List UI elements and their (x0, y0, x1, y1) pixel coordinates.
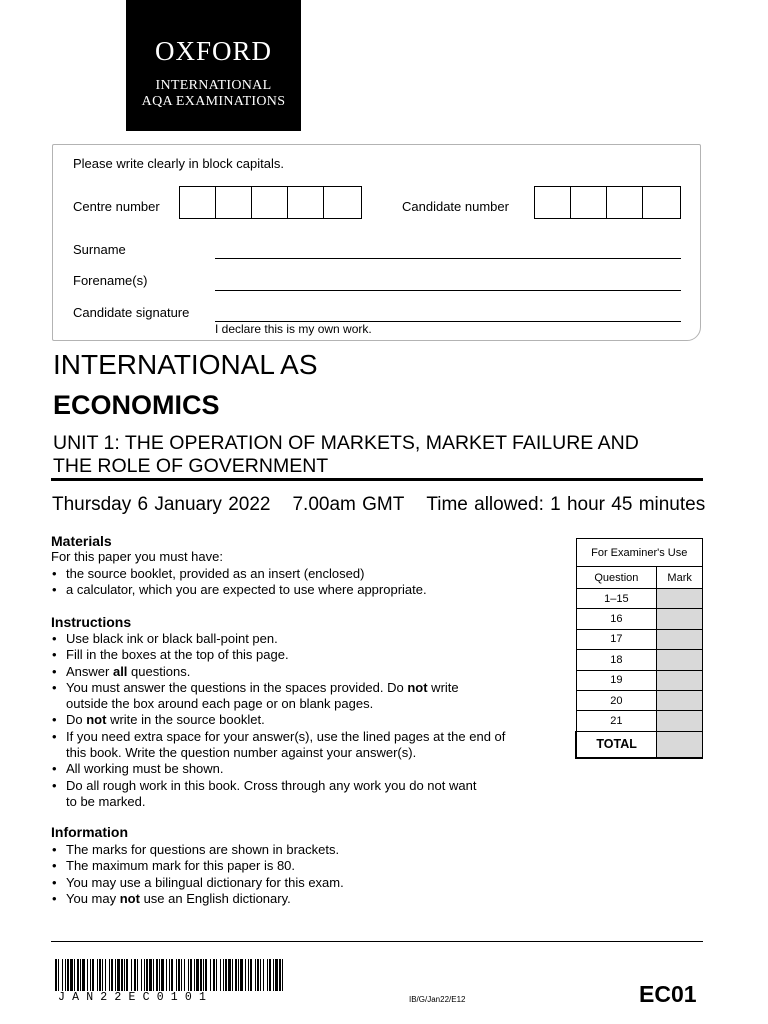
mark-cell (657, 609, 703, 629)
logo-international: INTERNATIONAL (155, 78, 272, 93)
declaration-text: I declare this is my own work. (215, 322, 372, 336)
list-item (52, 712, 562, 728)
text-run: Do (66, 712, 87, 728)
text-run: write in the source booklet. (106, 712, 265, 728)
qualification-level: INTERNATIONAL AS (53, 349, 318, 380)
paper-code: EC01 (639, 981, 697, 1007)
block-capitals-instruction: Please write clearly in block capitals. (73, 156, 284, 171)
text-run: to be marked. (66, 793, 146, 809)
question-number: 1–15 (576, 589, 657, 609)
question-column-header: Question (576, 567, 657, 589)
mark-cell (657, 690, 703, 710)
unit-title-line2: THE ROLE OF GOVERNMENT (53, 455, 329, 477)
unit-title-line1: UNIT 1: THE OPERATION OF MARKETS, MARKET FAILURE AND (53, 432, 639, 454)
centre-number-boxes (179, 186, 362, 219)
barcode-text: JAN22EC0101 (58, 991, 214, 1004)
list-item: • You may use a bilingual dictionary for this exam. (52, 875, 552, 891)
question-number: 17 (576, 629, 657, 649)
paper-reference: IB/G/Jan22/E12 (409, 995, 466, 1004)
information-list (52, 842, 552, 907)
instructions-list (52, 631, 562, 810)
candidate-number-label: Candidate number (402, 199, 509, 214)
list-item (52, 729, 562, 762)
question-number: 20 (576, 690, 657, 710)
footer-divider (51, 941, 703, 942)
list-item: • Fill in the boxes at the top of this page. (52, 647, 562, 663)
oxford-aqa-logo (126, 0, 301, 131)
exam-time: 7.00am GMT (292, 494, 405, 515)
list-item: • Use black ink or black ball-point pen. (52, 631, 562, 647)
question-number: 16 (576, 609, 657, 629)
list-item: • a calculator, which you are expected to use where appropriate. (52, 582, 552, 598)
candidate-number-digit[interactable] (607, 187, 643, 218)
list-item (52, 680, 562, 713)
candidate-number-digit[interactable] (571, 187, 607, 218)
exam-date-line (52, 494, 705, 516)
candidate-number-digit[interactable] (535, 187, 571, 218)
mark-cell (657, 589, 703, 609)
candidate-number-boxes (534, 186, 681, 219)
list-item: • the source booklet, provided as an insert (enclosed) (52, 566, 552, 582)
mark-cell (657, 670, 703, 690)
list-item: • The maximum mark for this paper is 80. (52, 858, 552, 874)
materials-heading: Materials (51, 533, 112, 549)
text-run: You may (66, 890, 120, 906)
list-item (52, 664, 562, 680)
information-heading: Information (51, 824, 128, 840)
question-number: 21 (576, 711, 657, 731)
examiners-use-table (575, 538, 703, 759)
text-run: use an English dictionary. (139, 890, 291, 906)
list-item: • The marks for questions are shown in brackets. (52, 842, 552, 858)
list-item (52, 778, 562, 811)
time-allowed: Time allowed: 1 hour 45 minutes (426, 494, 706, 515)
forename-field[interactable] (215, 290, 681, 291)
emphasis: all (112, 663, 128, 679)
text-run: write (427, 679, 459, 695)
surname-field[interactable] (215, 258, 681, 259)
text-run: questions. (127, 663, 191, 679)
mark-cell (657, 650, 703, 670)
list-item (52, 891, 552, 907)
emphasis: not (86, 712, 107, 728)
examiners-use-title: For Examiner's Use (576, 539, 703, 567)
logo-line-international (126, 78, 301, 110)
text-run: outside the box around each page or on blank pages. (66, 696, 374, 712)
emphasis: not (407, 679, 428, 695)
question-number: 18 (576, 650, 657, 670)
candidate-number-digit[interactable] (643, 187, 679, 218)
forename-label: Forename(s) (73, 273, 148, 288)
subject-title: ECONOMICS (53, 390, 220, 420)
centre-number-digit[interactable] (216, 187, 252, 218)
mark-cell (657, 629, 703, 649)
text-run: this book. Write the question number against your answer(s). (66, 745, 417, 761)
exam-date: Thursday 6 January 2022 (52, 494, 271, 515)
text-run: Answer (66, 663, 113, 679)
question-number: 19 (576, 670, 657, 690)
text-run: If you need extra space for your answer(s), use the lined pages at the end of (66, 728, 506, 744)
signature-label: Candidate signature (73, 305, 190, 320)
title-divider (51, 478, 703, 481)
materials-intro: For this paper you must have: (51, 549, 223, 564)
mark-cell (657, 711, 703, 731)
candidate-details-box (52, 144, 701, 341)
barcode-icon (55, 959, 283, 991)
emphasis: not (119, 890, 140, 906)
mark-column-header: Mark (657, 567, 703, 589)
logo-line-oxford: OXFORD (154, 36, 273, 66)
surname-label: Surname (73, 242, 126, 257)
centre-number-digit[interactable] (252, 187, 288, 218)
centre-number-digit[interactable] (180, 187, 216, 218)
total-label: TOTAL (576, 731, 657, 758)
text-run: You must answer the questions in the spaces provided. Do (66, 679, 408, 695)
unit-title (53, 432, 713, 478)
materials-list (52, 566, 552, 599)
text-run: Do all rough work in this book. Cross through any work you do not want (66, 777, 477, 793)
centre-number-digit[interactable] (324, 187, 360, 218)
total-mark-cell (657, 731, 703, 758)
centre-number-label: Centre number (73, 199, 160, 214)
centre-number-digit[interactable] (288, 187, 324, 218)
list-item: • All working must be shown. (52, 761, 562, 777)
instructions-heading: Instructions (51, 614, 132, 630)
logo-aqa-examinations: AQA EXAMINATIONS (141, 94, 286, 109)
